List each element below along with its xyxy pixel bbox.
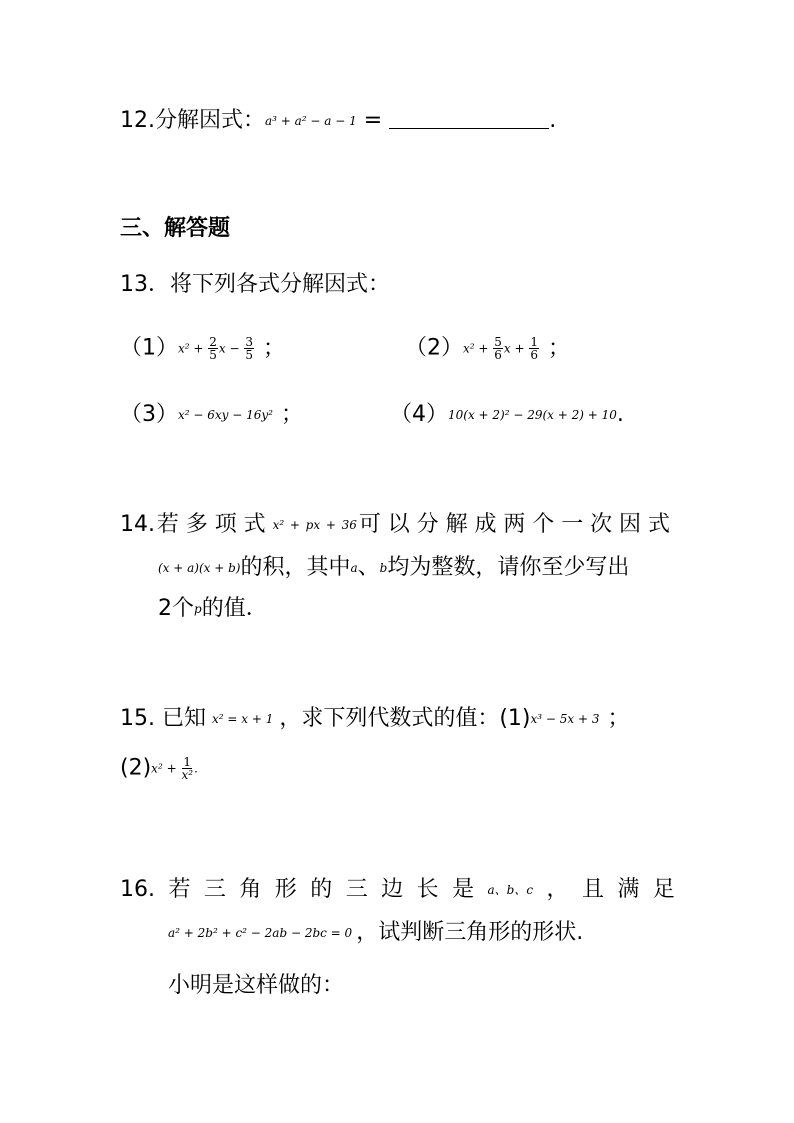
semicolon: ； <box>263 335 286 361</box>
section-title: 三、解答题 <box>120 216 231 241</box>
char: 是 <box>452 877 475 902</box>
part-label: (2) <box>120 755 152 781</box>
q12-period: . <box>549 108 557 133</box>
numerator: 1 <box>183 755 192 769</box>
part-label: （2） <box>405 335 463 361</box>
text: 的值． <box>201 596 268 621</box>
char: 形 <box>274 877 297 902</box>
question-13-intro: 13．将下列各式分解因式： <box>120 272 390 297</box>
part-label: （3） <box>120 402 178 427</box>
char: 三 <box>345 877 368 902</box>
expression: a² + 2b² + c² − 2ab − 2bc = 0 <box>168 926 353 940</box>
expr-part: x² + <box>151 761 181 776</box>
period: . <box>194 761 198 776</box>
question-14-line-3 <box>158 598 268 620</box>
denominator: 5 <box>209 348 217 362</box>
q13-part-4 <box>390 404 624 426</box>
fraction <box>208 336 218 361</box>
expression: x³ − 5x + 3 <box>530 712 600 726</box>
text: 2个 <box>158 596 194 621</box>
expr-part: x² + <box>463 341 493 356</box>
question-15-line-2 <box>120 756 198 781</box>
fraction <box>529 336 539 361</box>
numerator: 1 <box>530 335 538 349</box>
question-number: 16. <box>120 877 155 902</box>
char: 若 <box>168 877 191 902</box>
text: ，求下列代数式的值：(1) <box>279 706 531 731</box>
variable-p: p <box>194 602 202 616</box>
char: 足 <box>652 877 675 902</box>
text: ，试判断三角形的形状. <box>356 920 584 945</box>
expression: (x + a)(x + b) <box>158 561 241 575</box>
denominator: x² <box>181 768 194 782</box>
char: 的 <box>310 877 333 902</box>
numerator: 5 <box>494 335 502 349</box>
numerator: 3 <box>245 335 253 349</box>
variables: a、b、c <box>487 883 534 897</box>
text: 小明是这样做的： <box>168 973 345 998</box>
q13-part-3 <box>120 404 303 426</box>
fraction <box>493 336 503 361</box>
q13-part-1 <box>120 336 285 361</box>
answer-blank[interactable] <box>389 110 549 129</box>
question-number: 14. <box>120 512 155 537</box>
semicolon: ； <box>281 402 304 427</box>
expression: x² = x + 1 <box>211 712 274 726</box>
q13-part-2 <box>405 336 570 361</box>
denominator: 6 <box>530 348 538 362</box>
question-16-line-1 <box>120 879 675 901</box>
q12-expression: a³ + a² − a − 1 <box>265 114 357 128</box>
variable-b: b <box>379 561 388 575</box>
char: ， <box>546 877 569 902</box>
variable-a: a <box>350 561 358 575</box>
char: 且 <box>581 877 604 902</box>
question-14-line-1 <box>120 514 675 536</box>
expr-part: x² + <box>178 341 208 356</box>
question-15-line-1 <box>120 708 630 730</box>
char: 角 <box>239 877 262 902</box>
fraction <box>181 756 193 781</box>
text: 均为整数，请你至少写出 <box>387 555 630 580</box>
text: 若多项式 <box>155 512 273 537</box>
expression: 10(x + 2)² − 29(x + 2) + 10 <box>448 408 617 422</box>
denominator: 5 <box>245 348 253 362</box>
question-16-line-3 <box>168 975 344 997</box>
q12-prefix: 12.分解因式： <box>120 108 265 133</box>
char: 满 <box>617 877 640 902</box>
denominator: 6 <box>494 348 502 362</box>
q12-equals: = <box>356 108 390 133</box>
text: 可以分解成两个一次因式 <box>356 512 675 537</box>
fraction <box>244 336 254 361</box>
question-number: 15. 已知 <box>120 706 206 731</box>
question-12 <box>120 110 556 132</box>
section-heading <box>120 218 230 240</box>
expr-part: x − <box>218 341 244 356</box>
question-14-line-2 <box>158 557 629 579</box>
char: 三 <box>203 877 226 902</box>
char: 边 <box>381 877 404 902</box>
expression: x² − 6xy − 16y² <box>178 408 273 422</box>
numerator: 2 <box>209 335 217 349</box>
text: 的积，其中 <box>240 555 351 580</box>
char: 长 <box>416 877 439 902</box>
expression: x² + px + 36 <box>272 518 357 532</box>
semicolon: ； <box>548 335 571 361</box>
part-label: （1） <box>120 335 178 361</box>
expr-part: x + <box>503 341 529 356</box>
semicolon: ； <box>607 706 630 731</box>
part-label: （4） <box>390 402 448 427</box>
period: . <box>616 402 624 427</box>
separator: 、 <box>357 555 380 580</box>
question-16-line-2 <box>168 922 583 944</box>
